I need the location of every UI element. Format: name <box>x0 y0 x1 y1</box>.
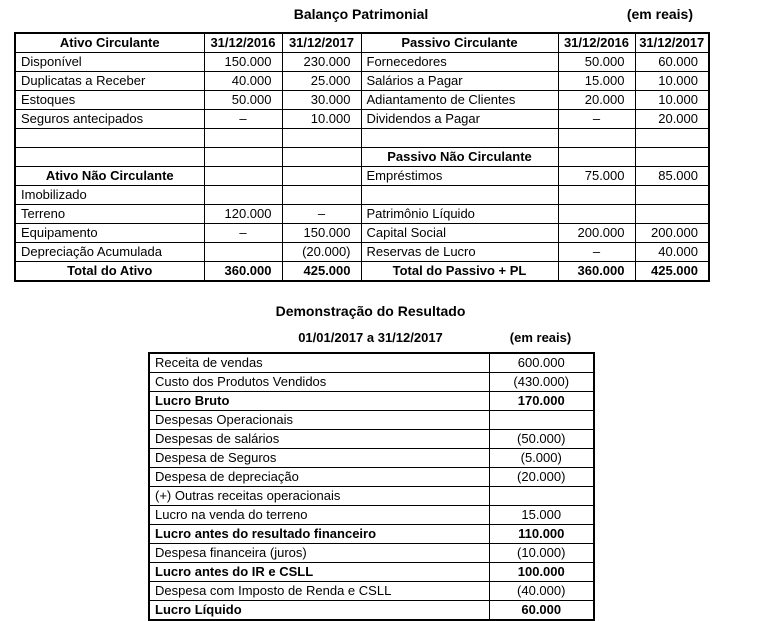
line-item-label-cell: Custo dos Produtos Vendidos <box>149 373 489 392</box>
empty-cell <box>489 411 594 430</box>
column-header-date-2017: 31/12/2017 <box>635 33 709 53</box>
income-statement-row <box>149 506 594 525</box>
amount-cell: 75.000 <box>558 167 635 186</box>
account-label-cell: Fornecedores <box>361 53 558 72</box>
income-statement-period: 01/01/2017 a 31/12/2017 <box>298 330 443 345</box>
balance-sheet-row <box>15 72 709 91</box>
balance-sheet-unit-note: (em reais) <box>626 6 693 22</box>
empty-cell <box>204 148 282 167</box>
amount-cell: 100.000 <box>489 563 594 582</box>
no-value-dash-cell: – <box>558 110 635 129</box>
amount-cell: 150.000 <box>204 53 282 72</box>
income-statement-row <box>149 544 594 563</box>
empty-cell <box>204 129 282 148</box>
income-statement-row <box>149 525 594 544</box>
account-label-cell: Empréstimos <box>361 167 558 186</box>
amount-cell: 200.000 <box>558 224 635 243</box>
empty-cell <box>635 129 709 148</box>
total-amount-cell: 360.000 <box>204 262 282 282</box>
amount-cell: 60.000 <box>635 53 709 72</box>
account-label-cell: Seguros antecipados <box>15 110 204 129</box>
line-item-label-cell: Lucro antes do IR e CSLL <box>149 563 489 582</box>
amount-cell: 40.000 <box>204 72 282 91</box>
empty-cell <box>204 186 282 205</box>
income-statement-row <box>149 563 594 582</box>
amount-cell: (40.000) <box>489 582 594 601</box>
empty-cell <box>558 186 635 205</box>
account-label-cell: Salários a Pagar <box>361 72 558 91</box>
income-statement-row <box>149 449 594 468</box>
line-item-label-cell: Despesa financeira (juros) <box>149 544 489 563</box>
account-label-cell: Dividendos a Pagar <box>361 110 558 129</box>
amount-cell: (5.000) <box>489 449 594 468</box>
balance-sheet-row <box>15 148 709 167</box>
empty-cell <box>204 243 282 262</box>
empty-cell <box>282 186 361 205</box>
line-item-label-cell: Lucro Bruto <box>149 392 489 411</box>
account-label-cell: Depreciação Acumulada <box>15 243 204 262</box>
line-item-label-cell: Despesas Operacionais <box>149 411 489 430</box>
amount-cell: 40.000 <box>635 243 709 262</box>
line-item-label-cell: Despesa de depreciação <box>149 468 489 487</box>
empty-cell <box>282 129 361 148</box>
amount-cell: 150.000 <box>282 224 361 243</box>
total-label-cell: Total do Passivo + PL <box>361 262 558 282</box>
amount-cell: 15.000 <box>489 506 594 525</box>
income-statement-title: Demonstração do Resultado <box>275 303 466 319</box>
empty-cell <box>15 129 204 148</box>
income-statement-row <box>149 487 594 506</box>
balance-sheet-table <box>14 32 710 282</box>
balance-sheet-row <box>15 167 709 186</box>
income-statement-row <box>149 601 594 621</box>
amount-cell: (10.000) <box>489 544 594 563</box>
line-item-label-cell: Lucro Líquido <box>149 601 489 621</box>
balance-sheet-row <box>15 186 709 205</box>
total-amount-cell: 425.000 <box>635 262 709 282</box>
income-statement-subtitle-row <box>148 329 593 346</box>
income-statement-table <box>148 352 595 621</box>
amount-cell: 10.000 <box>635 72 709 91</box>
amount-cell: 10.000 <box>282 110 361 129</box>
amount-cell: 85.000 <box>635 167 709 186</box>
amount-cell: (50.000) <box>489 430 594 449</box>
balance-sheet-row <box>15 205 709 224</box>
column-header-date-2016: 31/12/2016 <box>204 33 282 53</box>
amount-cell: 25.000 <box>282 72 361 91</box>
empty-cell <box>489 487 594 506</box>
column-header-date-2017: 31/12/2017 <box>282 33 361 53</box>
balance-sheet-row <box>15 243 709 262</box>
amount-cell: 200.000 <box>635 224 709 243</box>
balance-sheet-row <box>15 53 709 72</box>
empty-cell <box>282 148 361 167</box>
income-statement-row <box>149 430 594 449</box>
amount-cell: 170.000 <box>489 392 594 411</box>
amount-cell: 20.000 <box>558 91 635 110</box>
amount-cell: 50.000 <box>558 53 635 72</box>
line-item-label-cell: Despesas de salários <box>149 430 489 449</box>
balance-sheet-title: Balanço Patrimonial <box>293 6 429 22</box>
balance-sheet-title-row <box>14 5 708 23</box>
account-label-cell: Reservas de Lucro <box>361 243 558 262</box>
account-label-cell: Patrimônio Líquido <box>361 205 558 224</box>
income-statement-unit-note: (em reais) <box>509 330 572 345</box>
no-value-dash-cell: – <box>282 205 361 224</box>
amount-cell: (20.000) <box>282 243 361 262</box>
income-statement-row <box>149 468 594 487</box>
income-statement-row <box>149 411 594 430</box>
total-amount-cell: 425.000 <box>282 262 361 282</box>
amount-cell: 120.000 <box>204 205 282 224</box>
amount-cell: (20.000) <box>489 468 594 487</box>
balance-sheet-row <box>15 91 709 110</box>
amount-cell: 110.000 <box>489 525 594 544</box>
account-label-cell: Imobilizado <box>15 186 204 205</box>
income-statement-row <box>149 582 594 601</box>
account-label-cell: Capital Social <box>361 224 558 243</box>
empty-cell <box>635 148 709 167</box>
empty-cell <box>361 129 558 148</box>
account-label-cell: Estoques <box>15 91 204 110</box>
empty-cell <box>558 148 635 167</box>
amount-cell: 50.000 <box>204 91 282 110</box>
account-label-cell: Equipamento <box>15 224 204 243</box>
line-item-label-cell: Despesa de Seguros <box>149 449 489 468</box>
amount-cell: (430.000) <box>489 373 594 392</box>
line-item-label-cell: Lucro antes do resultado financeiro <box>149 525 489 544</box>
line-item-label-cell: Lucro na venda do terreno <box>149 506 489 525</box>
amount-cell: 10.000 <box>635 91 709 110</box>
account-label-cell: Terreno <box>15 205 204 224</box>
balance-sheet-row <box>15 129 709 148</box>
empty-cell <box>282 167 361 186</box>
column-header-ativo-circulante: Ativo Circulante <box>15 33 204 53</box>
column-header-passivo-circulante: Passivo Circulante <box>361 33 558 53</box>
empty-cell <box>635 186 709 205</box>
no-value-dash-cell: – <box>204 110 282 129</box>
income-statement-row <box>149 373 594 392</box>
empty-cell <box>361 186 558 205</box>
balance-sheet-row <box>15 110 709 129</box>
total-amount-cell: 360.000 <box>558 262 635 282</box>
amount-cell: 20.000 <box>635 110 709 129</box>
total-label-cell: Total do Ativo <box>15 262 204 282</box>
amount-cell: 60.000 <box>489 601 594 621</box>
line-item-label-cell: (+) Outras receitas operacionais <box>149 487 489 506</box>
line-item-label-cell: Receita de vendas <box>149 353 489 373</box>
no-value-dash-cell: – <box>558 243 635 262</box>
amount-cell: 230.000 <box>282 53 361 72</box>
amount-cell: 30.000 <box>282 91 361 110</box>
line-item-label-cell: Despesa com Imposto de Renda e CSLL <box>149 582 489 601</box>
account-label-cell: Disponível <box>15 53 204 72</box>
amount-cell: 600.000 <box>489 353 594 373</box>
account-label-cell: Adiantamento de Clientes <box>361 91 558 110</box>
empty-cell <box>635 205 709 224</box>
section-header-cell: Passivo Não Circulante <box>361 148 558 167</box>
amount-cell: 15.000 <box>558 72 635 91</box>
empty-cell <box>558 129 635 148</box>
account-label-cell: Duplicatas a Receber <box>15 72 204 91</box>
balance-sheet-row <box>15 262 709 282</box>
empty-cell <box>204 167 282 186</box>
empty-cell <box>558 205 635 224</box>
balance-sheet-row <box>15 224 709 243</box>
no-value-dash-cell: – <box>204 224 282 243</box>
column-header-date-2016: 31/12/2016 <box>558 33 635 53</box>
section-header-cell: Ativo Não Circulante <box>15 167 204 186</box>
balance-sheet-header-row <box>15 33 709 53</box>
income-statement-row <box>149 353 594 373</box>
empty-cell <box>15 148 204 167</box>
income-statement-row <box>149 392 594 411</box>
